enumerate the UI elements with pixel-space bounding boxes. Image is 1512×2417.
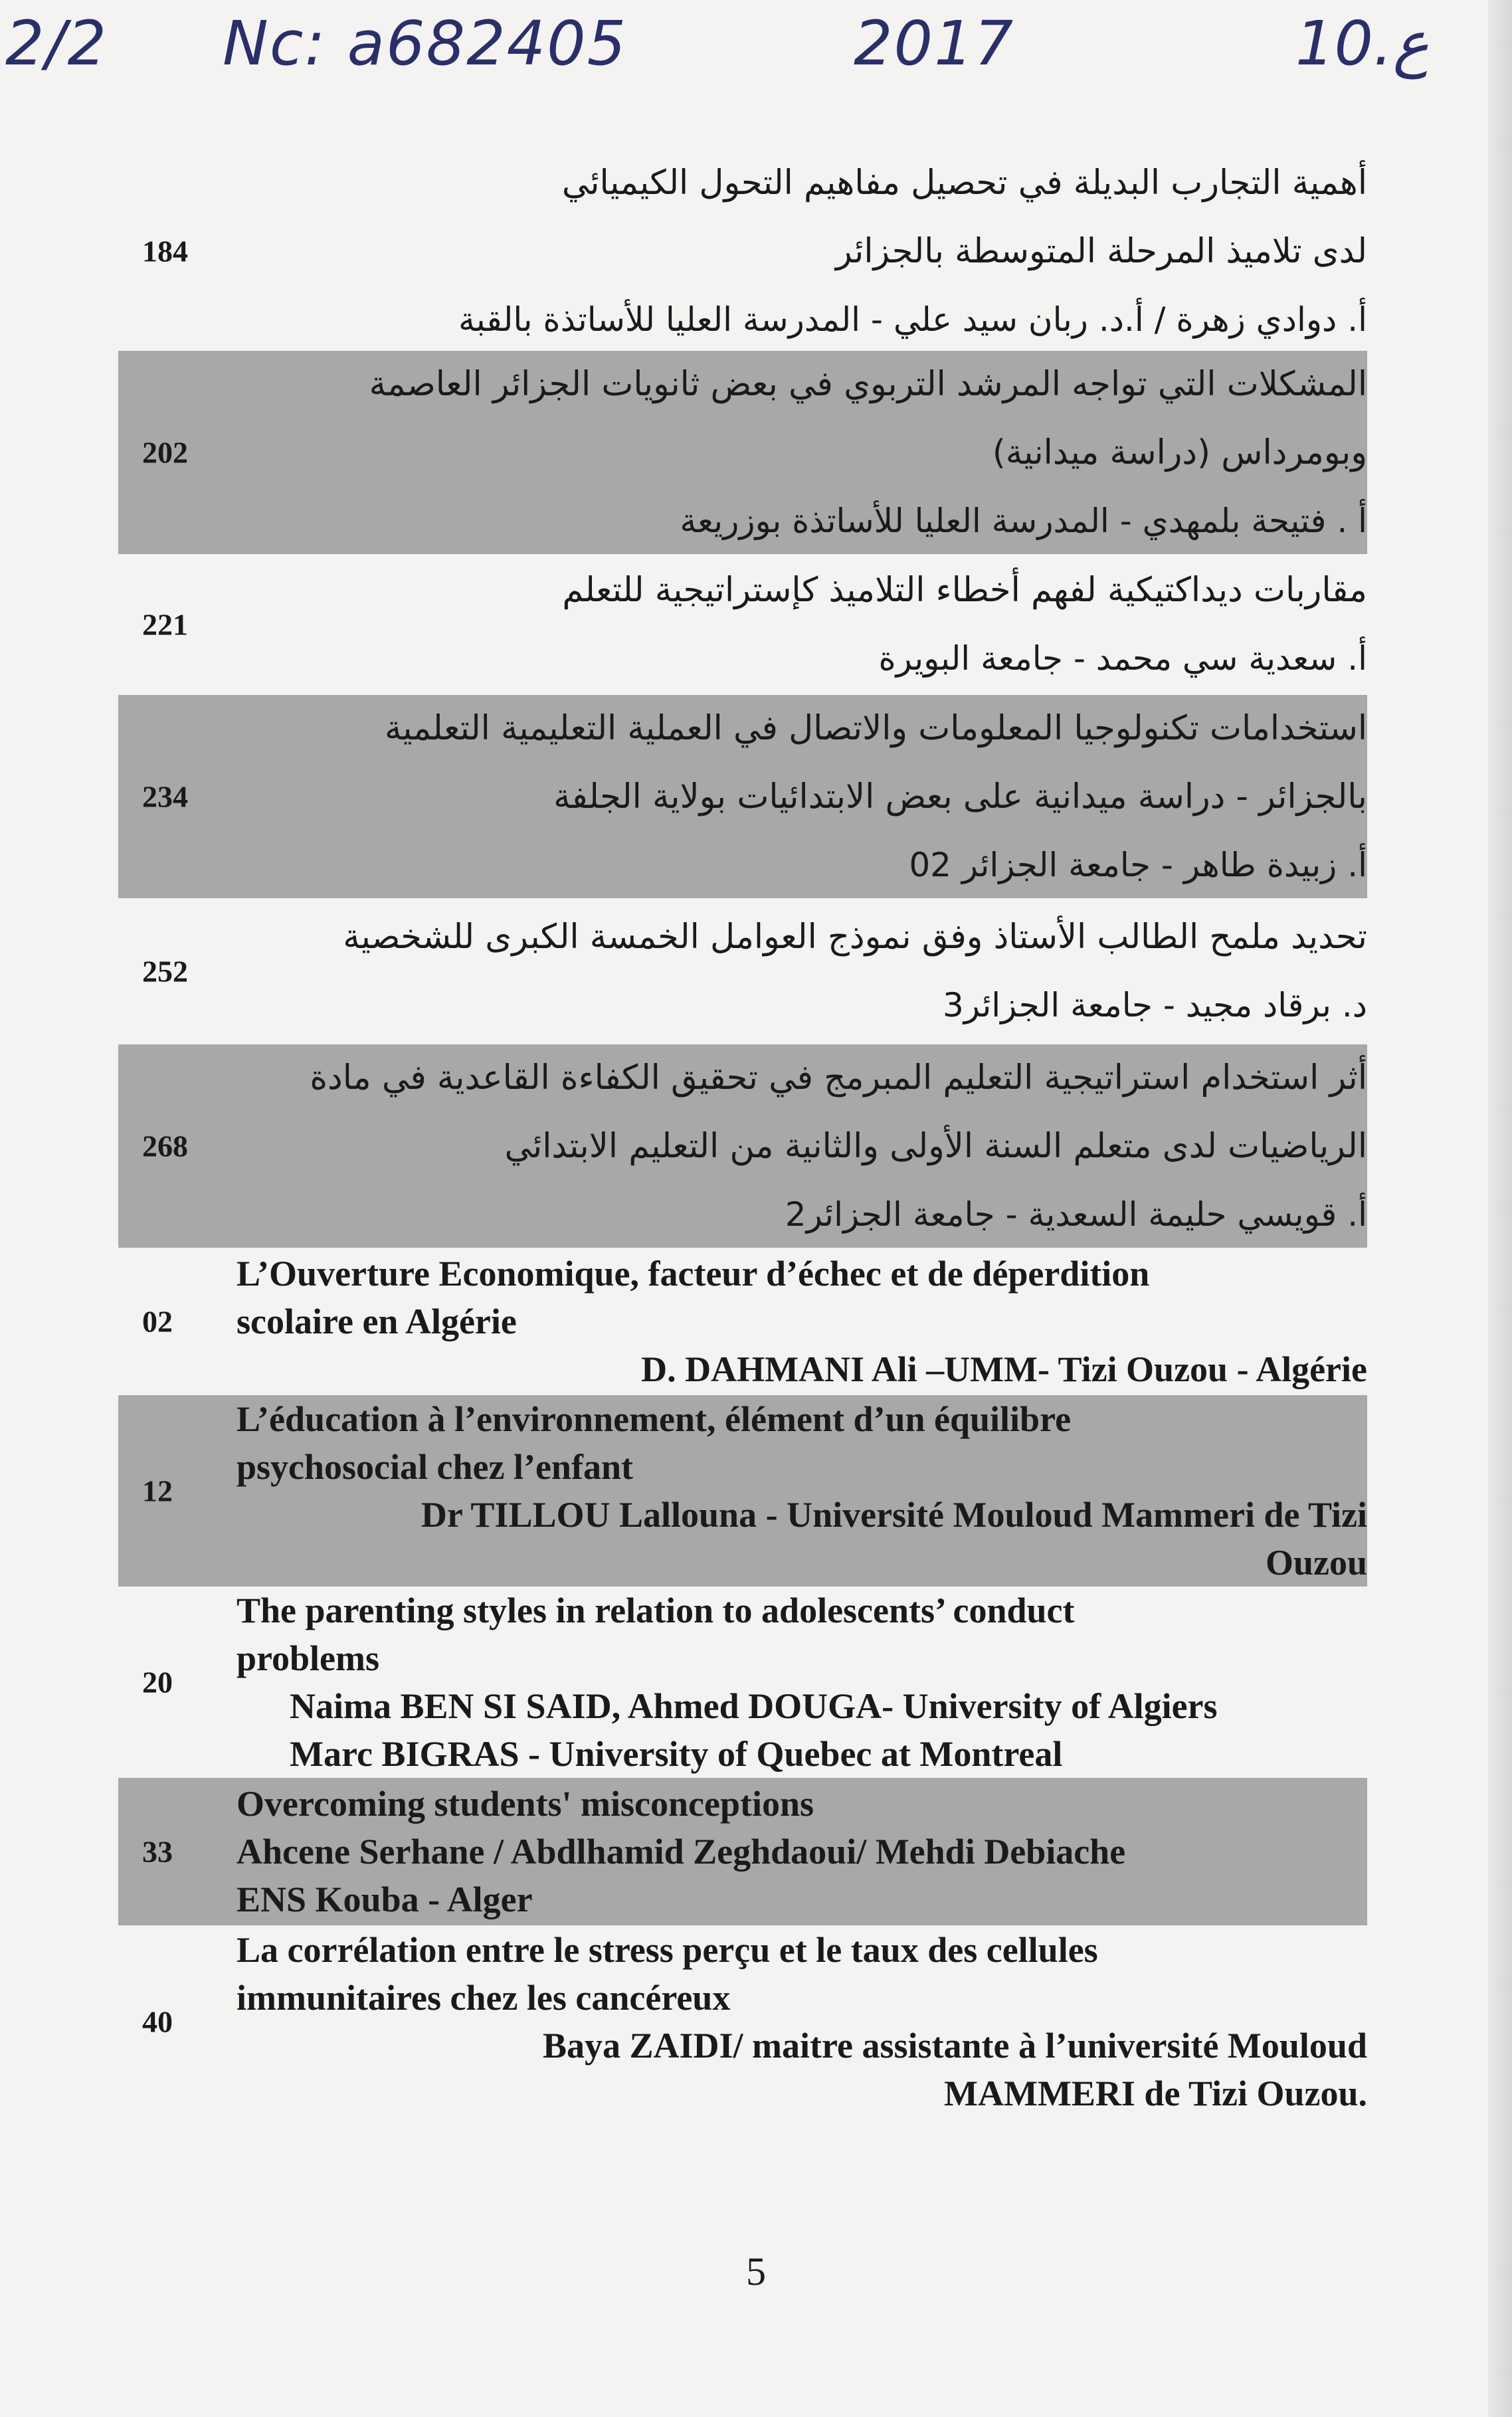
toc-entry [118,1778,1367,1925]
entry-author: D. DAHMANI Ali –UMM- Tizi Ouzou - Algérie [641,1349,1367,1389]
page-edge [1488,0,1512,2417]
entry-title-line: استخدامات تكنولوجيا المعلومات والاتصال في العملية التعليمية التعلمية [384,708,1367,748]
entry-text [236,151,1367,351]
entry-author: Naima BEN SI SAID, Ahmed DOUGA- University of Algiers [290,1686,1218,1726]
entry-page-number: 40 [142,2004,173,2039]
entry-text [236,695,1367,898]
entry-text [236,1778,1367,1925]
entry-author: أ. دوادي زهرة / أ.د. ربان سيد علي - المدرسة العليا للأساتذة بالقبة [458,300,1367,339]
entry-text [236,1587,1367,1778]
toc-entry [118,1395,1367,1587]
toc-entry [118,898,1367,1044]
toc-entry [118,1587,1367,1778]
handwritten-code: Nc: a682405 [223,8,628,79]
entry-page-number: 33 [142,1834,173,1869]
entry-title-line: أهمية التجارب البديلة في تحصيل مفاهيم التحول الكيميائي [561,163,1367,203]
toc-entry [118,1925,1367,2118]
entry-page-number: 20 [142,1665,173,1699]
toc-entry [118,695,1367,898]
entry-text [236,1395,1367,1587]
table-of-contents [118,151,1367,2118]
toc-entry [118,151,1367,351]
entry-text [236,351,1367,554]
handwritten-issue: ع.10 [1295,8,1430,79]
entry-title-line: problems [236,1638,380,1678]
entry-author: أ. سعدية سي محمد - جامعة البويرة [878,639,1367,678]
entry-page-number: 02 [142,1304,173,1339]
entry-author: Dr TILLOU Lallouna - Université Mouloud Mammeri de Tizi [421,1495,1367,1535]
entry-author: Marc BIGRAS - University of Quebec at Montreal [290,1734,1063,1774]
entry-text [236,1248,1367,1395]
entry-title-line: immunitaires chez les cancéreux [236,1978,731,2018]
entry-author: أ. قويسي حليمة السعدية - جامعة الجزائر2 [785,1195,1367,1234]
entry-page-number: 12 [142,1474,173,1508]
entry-author: أ . فتيحة بلمهدي - المدرسة العليا للأساتذة بوزريعة [680,501,1367,540]
entry-author: Ouzou [1265,1543,1367,1583]
entry-text [236,1925,1367,2118]
entry-title-line: المشكلات التي تواجه المرشد التربوي في بعض ثانويات الجزائر العاصمة [369,364,1367,404]
toc-entry [118,351,1367,554]
entry-title-line: أثر استخدام استراتيجية التعليم المبرمج في تحقيق الكفاءة القاعدية في مادة [310,1058,1367,1098]
entry-title-line: L’éducation à l’environnement, élément d’un équilibre [236,1399,1072,1439]
entry-page-number: 202 [142,435,188,470]
handwritten-year: 2017 [854,8,1015,79]
entry-page-number: 268 [142,1129,188,1163]
entry-text [236,554,1367,695]
toc-entry [118,554,1367,695]
entry-author: Baya ZAIDI/ maitre assistante à l’université Mouloud [542,2026,1367,2066]
entry-title-line: scolaire en Algérie [236,1302,517,1341]
entry-author: ENS Kouba - Alger [236,1880,533,1919]
entry-title-line: الرياضيات لدى متعلم السنة الأولى والثانية من التعليم الابتدائي [504,1126,1367,1166]
handwritten-page-mark: 2/2 [5,8,108,79]
entry-author: Ahcene Serhane / Abdlhamid Zeghdaoui/ Mehdi Debiache [236,1832,1126,1872]
entry-title-line: L’Ouverture Economique, facteur d’échec et de déperdition [236,1254,1150,1294]
toc-entry [118,1044,1367,1248]
entry-author: د. برقاد مجيد - جامعة الجزائر3 [942,986,1367,1024]
entry-title-line: psychosocial chez l’enfant [236,1447,633,1487]
page-number: 5 [746,2250,766,2293]
toc-entry [118,1248,1367,1395]
entry-page-number: 184 [142,234,188,268]
entry-title-line: The parenting styles in relation to adolescents’ conduct [236,1591,1075,1630]
entry-author: MAMMERI de Tizi Ouzou. [943,2074,1367,2113]
entry-title-line: Overcoming students' misconceptions [236,1784,814,1824]
entry-title-line: بالجزائر - دراسة ميدانية على بعض الابتدائيات بولاية الجلفة [553,777,1367,817]
entry-title-line: لدى تلاميذ المرحلة المتوسطة بالجزائر [836,231,1367,271]
entry-page-number: 221 [142,607,188,642]
entry-page-number: 234 [142,779,188,814]
entry-text [236,898,1367,1044]
entry-page-number: 252 [142,954,188,989]
entry-title-line: La corrélation entre le stress perçu et le taux des cellules [236,1930,1098,1970]
entry-title-line: مقاربات ديداكتيكية لفهم أخطاء التلاميذ كإستراتيجية للتعلم [562,571,1367,610]
entry-text [236,1044,1367,1248]
entry-title-line: وبومرداس (دراسة ميدانية) [992,433,1367,472]
entry-author: أ. زبيدة طاهر - جامعة الجزائر 02 [909,845,1367,884]
entry-title-line: تحديد ملمح الطالب الأستاذ وفق نموذج العوامل الخمسة الكبرى للشخصية [343,918,1367,957]
